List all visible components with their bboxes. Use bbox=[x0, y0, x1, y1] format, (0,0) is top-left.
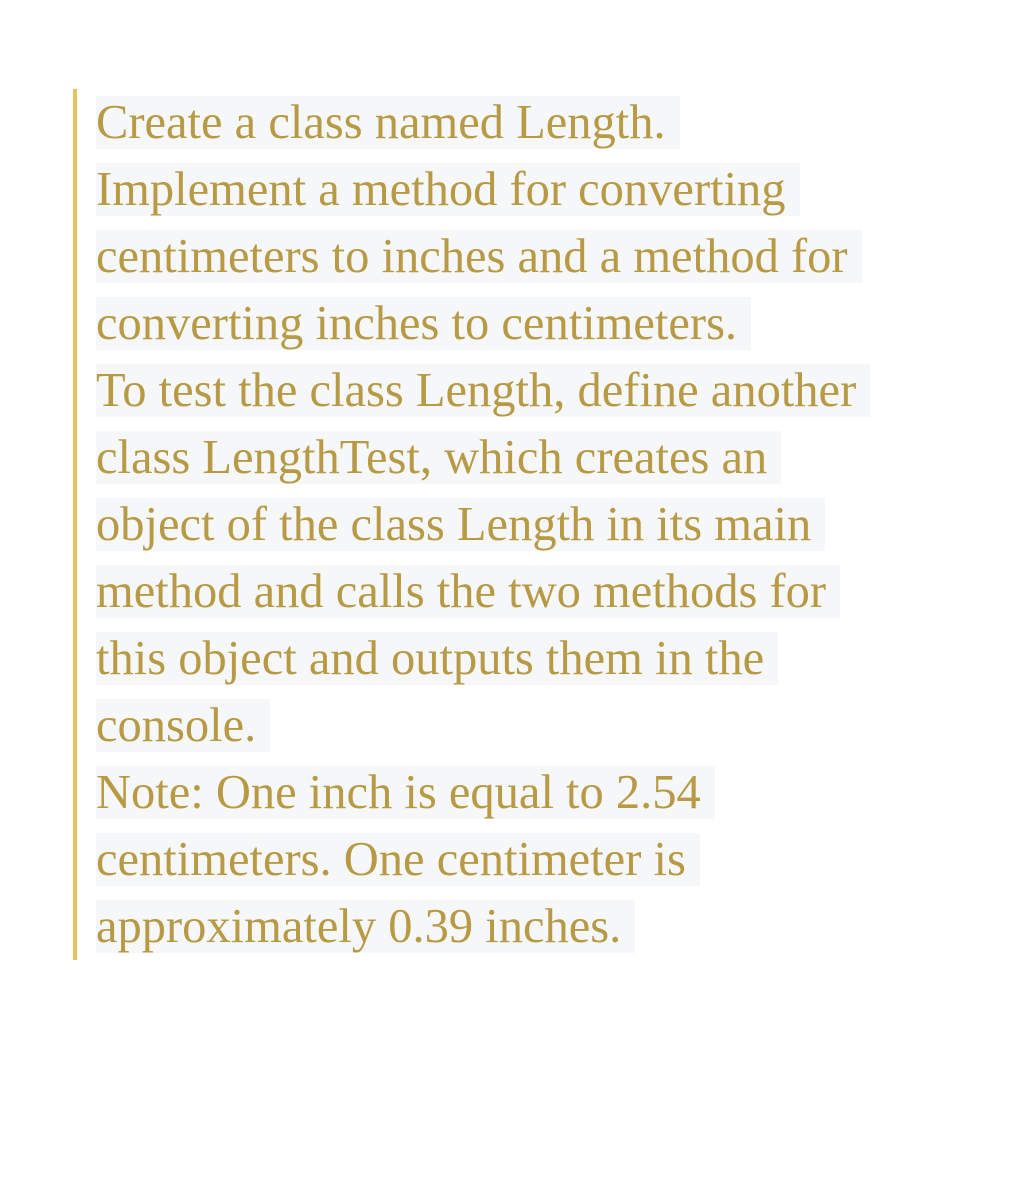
task-description-text: Create a class named Length. Implement a method for converting centimeters to inches and a method for converting inches to centimeters. To test the class Length, define another class LengthTest, which creates an object of the class Length in its main method and calls the two methods for this object and outputs them in the console. Note: One inch is equal to 2.54 centimeters. One centimeter is approximately 0.39 inches. bbox=[96, 96, 870, 953]
task-description bbox=[96, 89, 943, 960]
task-blockquote bbox=[73, 89, 943, 960]
